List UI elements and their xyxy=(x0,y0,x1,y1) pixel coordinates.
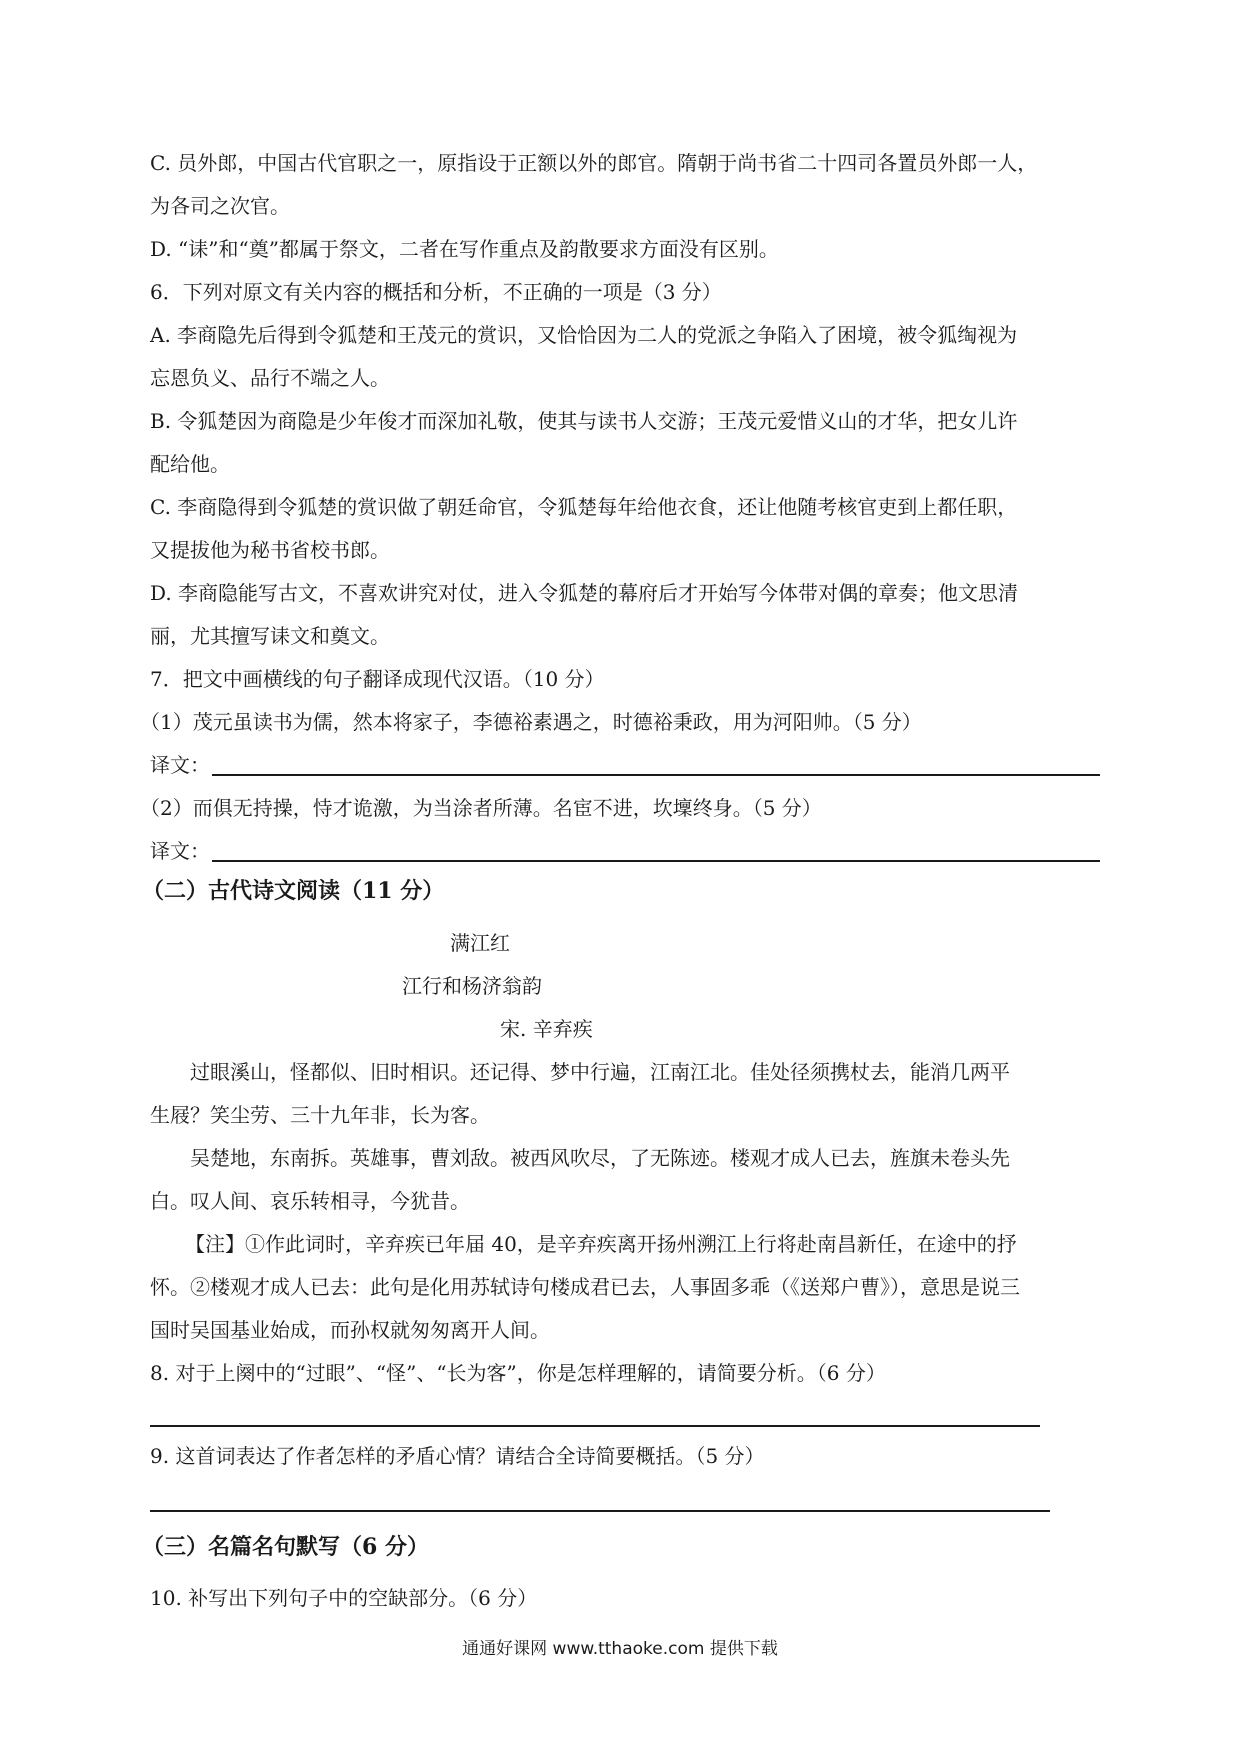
question-10: 10. 补写出下列句子中的空缺部分。（6 分） xyxy=(150,1586,538,1610)
option-c-q6-line2: 又提拔他为秘书省校书郎。 xyxy=(150,538,390,562)
poem-stanza1-line2: 生屐？笑尘劳、三十九年非，长为客。 xyxy=(150,1103,490,1127)
option-d-q6-line1: D. 李商隐能写古文，不喜欢讲究对仗，进入令狐楚的幕府后才开始写今体带对偶的章奏；他文思清 xyxy=(150,581,1019,605)
answer-line-q9[interactable] xyxy=(150,1510,1050,1512)
section-2-heading: （二）古代诗文阅读（11 分） xyxy=(142,878,445,904)
option-c-q5-line1: C. 员外郎，中国古代官职之一，原指设于正额以外的郎官。隋朝于尚书省二十四司各置员外郎一人， xyxy=(150,151,1038,175)
option-a-q6-line1: A. 李商隐先后得到令狐楚和王茂元的赏识，又恰恰因为二人的党派之争陷入了困境，被令狐绹视为 xyxy=(150,323,1018,347)
answer-line-q7-1[interactable] xyxy=(212,774,1100,776)
option-c-q5-line2: 为各司之次官。 xyxy=(150,194,290,218)
poem-subtitle: 江行和杨济翁韵 xyxy=(402,974,542,998)
poem-stanza1-line1: 过眼溪山，怪都似、旧时相识。还记得、梦中行遍，江南江北。佳处径须携杖去，能消几两平 xyxy=(190,1060,1010,1084)
poem-author: 宋. 辛弃疾 xyxy=(500,1017,593,1041)
option-b-q6-line2: 配给他。 xyxy=(150,452,230,476)
option-d-q5: D. “诔”和“奠”都属于祭文，二者在写作重点及韵散要求方面没有区别。 xyxy=(150,237,779,261)
question-6: 6．下列对原文有关内容的概括和分析，不正确的一项是（3 分） xyxy=(150,280,722,304)
question-7-part1: （1）茂元虽读书为儒，然本将家子，李德裕素遇之，时德裕秉政，用为河阳帅。（5 分） xyxy=(140,710,922,734)
question-7-part2: （2）而俱无持操，恃才诡激，为当涂者所薄。名宦不进，坎壈终身。（5 分） xyxy=(140,796,822,820)
poem-stanza2-line2: 白。叹人间、哀乐转相寻，今犹昔。 xyxy=(150,1189,470,1213)
translation-label-1: 译文： xyxy=(150,753,210,777)
translation-label-2: 译文： xyxy=(150,839,210,863)
poem-note-line1: 【注】①作此词时，辛弃疾已年届 40，是辛弃疾离开扬州溯江上行将赴南昌新任，在途中的抒 xyxy=(185,1232,1017,1256)
section-3-heading: （三）名篇名句默写（6 分） xyxy=(142,1534,429,1560)
answer-line-q7-2[interactable] xyxy=(212,860,1100,862)
option-a-q6-line2: 忘恩负义、品行不端之人。 xyxy=(150,366,390,390)
option-c-q6-line1: C. 李商隐得到令狐楚的赏识做了朝廷命官，令狐楚每年给他衣食，还让他随考核官吏到上都任职， xyxy=(150,495,1018,519)
question-9: 9. 这首词表达了作者怎样的矛盾心情？请结合全诗简要概括。（5 分） xyxy=(150,1444,765,1468)
question-8: 8. 对于上阕中的“过眼”、“怪”、“长为客”，你是怎样理解的，请简要分析。（6 分） xyxy=(150,1361,886,1385)
poem-note-line2: 怀。②楼观才成人已去：此句是化用苏轼诗句楼成君已去，人事固多乖（《送郑户曹》），意思是说三 xyxy=(150,1275,1020,1299)
answer-line-q8[interactable] xyxy=(150,1425,1040,1427)
footer-download-note: 通通好课网 www.tthaoke.com 提供下载 xyxy=(462,1639,778,1659)
option-d-q6-line2: 丽，尤其擅写诔文和奠文。 xyxy=(150,624,390,648)
poem-stanza2-line1: 吴楚地，东南拆。英雄事，曹刘敌。被西风吹尽，了无陈迹。楼观才成人已去，旌旗未卷头先 xyxy=(190,1146,1010,1170)
poem-title: 满江红 xyxy=(450,931,510,955)
poem-note-line3: 国时吴国基业始成，而孙权就匆匆离开人间。 xyxy=(150,1318,550,1342)
option-b-q6-line1: B. 令狐楚因为商隐是少年俊才而深加礼敬，使其与读书人交游；王茂元爱惜义山的才华，把女儿许 xyxy=(150,409,1018,433)
question-7: 7．把文中画横线的句子翻译成现代汉语。（10 分） xyxy=(150,667,605,691)
